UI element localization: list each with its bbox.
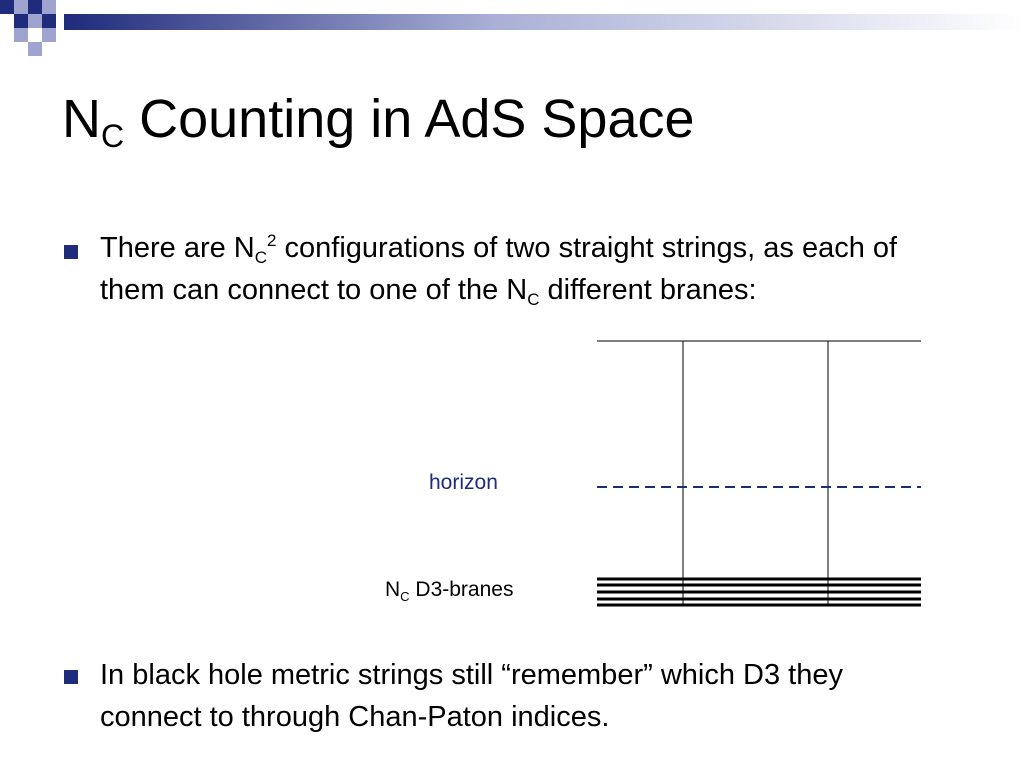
branes-label-rest: D3-branes [409,578,514,601]
bullet1-sup1: 2 [267,231,277,250]
title-main: N [62,89,101,149]
branes-label-main: N [385,578,401,601]
bullet-text-2: In black hole metric strings still “remember” which D3 they connect to through Chan-Paton indices. [100,659,843,733]
bullet1-sub2: C [527,290,540,309]
bullet1-sub1: C [254,248,268,267]
bullet1-part3: different branes: [539,274,757,306]
horizon-label: horizon [429,471,498,494]
bullet1-part1: There are N [100,232,255,264]
bullet-marker-2 [64,670,78,684]
title-subscript: C [101,118,125,154]
bullet1-part2: configurations of two straight strings, as each of them can connect to one of the N [100,232,898,306]
title-rest: Counting in AdS Space [124,89,695,149]
branes-label [385,578,513,602]
branes-label-sub: C [400,589,410,604]
